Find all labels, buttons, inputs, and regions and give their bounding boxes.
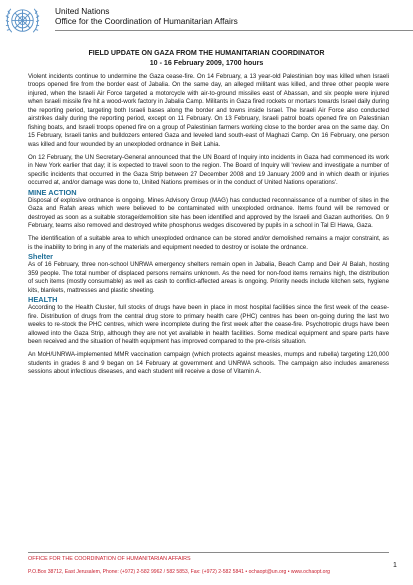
intro-paragraph-2: On 12 February, the UN Secretary-General announced that the UN Board of Inquiry into incidents in Gaza had commenced its work in New York earlier that day; it is expected to travel soon to the region. The Board of Inquiry will 'review and investigate a number of specific incidents that occurred in the Gaza Strip between 27 December 2008 and 19 January 2009 and in which death or injuries occurred at, and/or damage was done to, United Nations premises or in the conduct of United Nations operations'. [28, 153, 389, 187]
page-number: 1 [393, 562, 397, 569]
section-heading-mine-action: MINE ACTION [28, 187, 77, 197]
org-name-line-2: Office for the Coordination of Humanitarian Affairs [55, 16, 238, 26]
health-paragraph-2: An MoH/UNRWA-implemented MMR vaccination campaign (which protects against measles, mumps and rubella) targeting 120,000 students in grades 8 and 9 began on 14 February at government and UNRWA schools. The campaign also includes awareness sessions about infectious diseases, and each student will receive a dose of Vitamin A. [28, 351, 389, 376]
section-heading-health: HEALTH [28, 295, 58, 305]
header-divider [55, 30, 413, 31]
footer-divider [28, 552, 389, 553]
document-body [28, 73, 389, 377]
intro-paragraph-1: Violent incidents continue to undermine the Gaza cease-fire. On 14 February, a 13 year-old Palestinian boy was killed when Israeli troops opened fire from the border east of Jabalia. On the same day, an alleged militant was killed, and three other people were injured, when the Israeli Air Force targeted a motorcycle with air-to-ground missiles east of Abassan, and six people were injured when Israeli missile fire hit a wood-work factory in Jabalia Camp. Militants in Gaza fired rockets or mortars towards Israel daily during the reporting period, targeting both Israeli bases along the border and towns inside Israel. The Israeli Air Force also conducted airstrikes daily during the reporting period, except on 11 February. On 13 February, Israeli patrol boats opened fire on Palestinian fishing boats, and Israeli troops opened fire on a group of Palestinian farmers working close to the border area on the same day. On 15 February, Israeli tanks and bulldozers entered Gaza and leveled land south-east of Maghazi Camp. On 16 February, one person was killed and four wounded by an unexploded ordnance in Beit Lahia. [28, 73, 389, 148]
document-date: 10 - 16 February 2009, 1700 hours [149, 59, 264, 67]
mine-action-paragraph-2: The identification of a suitable area to which unexploded ordnance can be stored and/or demolished remains a major constraint, as is the inability to bring in any of the materials and equipment needed to destroy or isolate the ordnance. [28, 235, 389, 251]
mine-action-paragraph-1: Disposal of explosive ordnance is ongoing. Mines Advisory Group (MAG) has conducted reconnaissance of a number of sites in the Gaza and Rafah areas which were believed to be contaminated with unexploded ordnance. Items found will be removed or destroyed as soon as a suitable storage/demolition site has been identified and approved by the Israeli and Gazan authorities. On 9 February, teams also removed and destroyed white phosphorus wedges discovered by pupils in a school in Tal El Hawa, Gaza. [28, 196, 389, 230]
org-name-line-1: United Nations [55, 6, 110, 16]
shelter-paragraph-1: As of 16 February, three non-school UNRWA emergency shelters remain open in Jabalia, Beach Camp and Deir Al Balah, hosting 359 people. The total number of displaced persons remains unknown. As the need for non-food items remains high, the distribution of such items (mostly consumable) as well as cash to conflict-affected areas is ongoing. Priority needs include kitchen sets, hygiene kits, blankets, mattresses and plastic sheeting. [28, 261, 389, 294]
organization-name [55, 6, 238, 26]
document-title: FIELD UPDATE ON GAZA FROM THE HUMANITARIAN COORDINATOR [88, 49, 325, 57]
un-emblem-icon [3, 3, 42, 42]
footer-office-name: OFFICE FOR THE COORDINATION OF HUMANITARIAN AFFAIRS [28, 556, 191, 562]
section-heading-shelter: Shelter [28, 252, 54, 261]
footer-contact-line: P.O.Box 38712, East Jerusalem, Phone: (+972) 2-582 9962 / 582 5853, Fax: (+972) 2-582 5841 • ochaopt@un.org • www.ochaopt.org [28, 569, 331, 575]
health-paragraph-1: According to the Health Cluster, full stocks of drugs have been in place in most hospital facilities since the first week of the cease-fire. Distribution of drugs from the central drug store to primary health care (PHC) centres has been on-going during the last two weeks to re-stock the PHC centres, which were incomplete during the first week after the cease-fire. Psychotropic drugs have been allowed into the Gaza Strip, although they are not yet available in health facilities. Some medical equipment and spare parts have been received and the situation of health equipment has improved compared to the pre-crisis situation. [28, 304, 389, 346]
